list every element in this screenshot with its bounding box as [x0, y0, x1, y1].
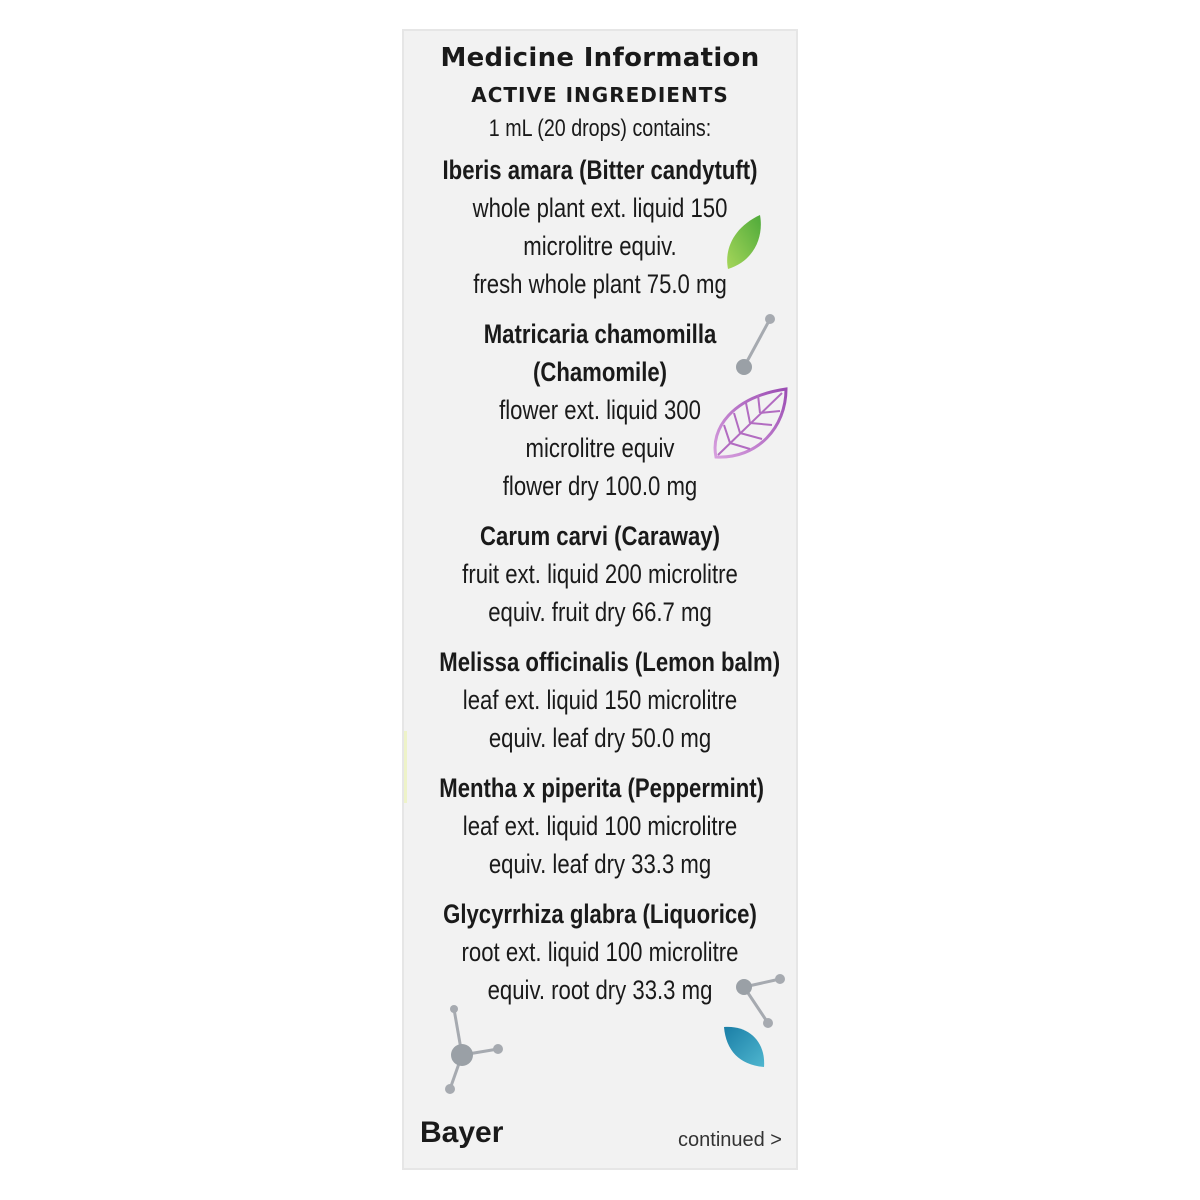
ingredient-detail: leaf ext. liquid 150 microlitre	[462, 685, 738, 715]
veined-leaf-icon	[710, 385, 790, 465]
molecule-icon	[732, 309, 782, 379]
ingredient-detail: microlitre equiv.	[523, 231, 677, 261]
section-heading: ACTIVE INGREDIENTS	[471, 83, 729, 107]
ingredient-detail: whole plant ext. liquid 150	[472, 193, 728, 223]
panel-title: Medicine Information	[440, 43, 760, 73]
ingredient-melissa	[404, 643, 796, 757]
molecule-icon	[440, 1003, 510, 1095]
medicine-info-panel	[402, 29, 798, 1170]
ingredient-name: Matricaria chamomilla	[483, 319, 717, 349]
ingredient-name: Carum carvi (Caraway)	[480, 521, 720, 551]
ingredient-detail: flower ext. liquid 300	[499, 395, 701, 425]
ingredient-detail: leaf ext. liquid 100 microlitre	[462, 811, 738, 841]
ingredient-name: Mentha x piperita (Peppermint)	[439, 773, 765, 803]
ingredient-name: Glycyrrhiza glabra (Liquorice)	[443, 899, 757, 929]
ingredient-mentha	[404, 769, 796, 883]
ingredient-detail: equiv. root dry 33.3 mg	[487, 975, 713, 1005]
continued-label: continued >	[678, 1129, 782, 1151]
dose-intro: 1 mL (20 drops) contains:	[488, 115, 712, 142]
ingredient-name-common: (Chamomile)	[532, 357, 668, 387]
ingredient-detail: equiv. leaf dry 50.0 mg	[488, 723, 712, 753]
ingredient-detail: microlitre equiv	[525, 433, 675, 463]
ingredient-detail: fruit ext. liquid 200 microlitre	[462, 559, 738, 589]
ingredient-carum	[404, 517, 796, 631]
ingredient-detail: fresh whole plant 75.0 mg	[473, 269, 727, 299]
ingredient-detail: equiv. fruit dry 66.7 mg	[488, 597, 712, 627]
brand-logo: Bayer	[420, 1116, 504, 1149]
ingredient-name: Iberis amara (Bitter candytuft)	[442, 155, 758, 185]
leaf-icon	[722, 1023, 768, 1069]
ingredient-name: Melissa officinalis (Lemon balm)	[439, 647, 781, 677]
ingredient-detail: equiv. leaf dry 33.3 mg	[488, 849, 712, 879]
ingredient-detail: flower dry 100.0 mg	[502, 471, 698, 501]
ingredient-detail: root ext. liquid 100 microlitre	[461, 937, 739, 967]
panel-content	[404, 43, 796, 1009]
leaf-icon	[724, 213, 764, 273]
